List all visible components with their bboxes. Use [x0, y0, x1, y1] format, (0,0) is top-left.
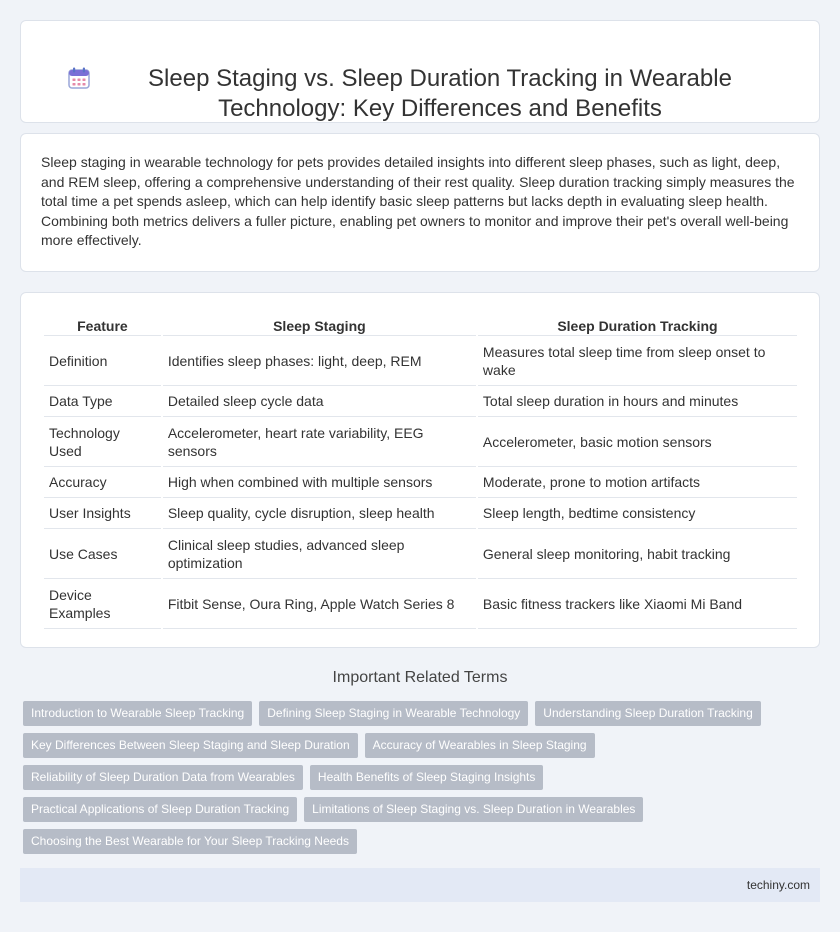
related-terms-heading: Important Related Terms — [332, 669, 508, 686]
related-term-tag[interactable]: Practical Applications of Sleep Duration Tracking — [23, 797, 297, 822]
related-term-tag[interactable]: Introduction to Wearable Sleep Tracking — [23, 701, 252, 726]
related-term-tag[interactable]: Health Benefits of Sleep Staging Insights — [310, 765, 543, 790]
table-cell: Accelerometer, basic motion sensors — [478, 417, 797, 467]
table-cell: Use Cases — [44, 529, 161, 579]
table-cell: Accuracy — [44, 467, 161, 498]
header-sleep-duration: Sleep Duration Tracking — [478, 314, 797, 336]
table-cell: High when combined with multiple sensors — [163, 467, 476, 498]
related-term-tag[interactable]: Understanding Sleep Duration Tracking — [535, 701, 760, 726]
table-cell: Device Examples — [44, 579, 161, 629]
table-cell: Total sleep duration in hours and minutes — [478, 386, 797, 417]
table-cell: General sleep monitoring, habit tracking — [478, 529, 797, 579]
comparison-table — [42, 314, 799, 629]
page-title: Sleep Staging vs. Sleep Duration Tracking in Wearable Technology: Key Differences and Benefits — [148, 65, 732, 122]
footer — [20, 868, 820, 902]
footer-site-link[interactable]: techiny.com — [746, 878, 810, 892]
table-row — [44, 529, 797, 579]
table-cell: Basic fitness trackers like Xiaomi Mi Band — [478, 579, 797, 629]
table-cell: Sleep length, bedtime consistency — [478, 498, 797, 529]
table-cell: Sleep quality, cycle disruption, sleep health — [163, 498, 476, 529]
table-cell: Fitbit Sense, Oura Ring, Apple Watch Series 8 — [163, 579, 476, 629]
intro-card — [20, 133, 820, 272]
table-cell: Identifies sleep phases: light, deep, REM — [163, 336, 476, 386]
table-row — [44, 579, 797, 629]
related-term-tag[interactable]: Defining Sleep Staging in Wearable Technology — [259, 701, 528, 726]
table-cell: User Insights — [44, 498, 161, 529]
related-term-tag[interactable]: Choosing the Best Wearable for Your Sleep Tracking Needs — [23, 829, 357, 854]
table-header-row — [44, 314, 797, 336]
table-cell: Moderate, prone to motion artifacts — [478, 467, 797, 498]
related-terms-list — [23, 701, 813, 861]
related-term-tag[interactable]: Key Differences Between Sleep Staging and Sleep Duration — [23, 733, 358, 758]
table-cell: Definition — [44, 336, 161, 386]
table-row — [44, 386, 797, 417]
table-row — [44, 417, 797, 467]
table-row — [44, 467, 797, 498]
related-term-tag[interactable]: Reliability of Sleep Duration Data from Wearables — [23, 765, 303, 790]
intro-paragraph: Sleep staging in wearable technology for pets provides detailed insights into different sleep phases, such as light, deep, and REM sleep, offering a comprehensive understanding of their rest quality. Sleep duration tracking simply measures the total time a pet spends asleep, which can help identify basic sleep patterns but lacks depth in evaluating sleep health. Combining both metrics delivers a fuller picture, enabling pet owners to monitor and improve their pet's overall well-being more effectively. — [41, 154, 795, 248]
header-card — [20, 20, 820, 123]
table-cell: Data Type — [44, 386, 161, 417]
related-term-tag[interactable]: Accuracy of Wearables in Sleep Staging — [365, 733, 595, 758]
table-row — [44, 336, 797, 386]
table-cell: Measures total sleep time from sleep onset to wake — [478, 336, 797, 386]
table-row — [44, 498, 797, 529]
related-term-tag[interactable]: Limitations of Sleep Staging vs. Sleep Duration in Wearables — [304, 797, 643, 822]
table-cell: Detailed sleep cycle data — [163, 386, 476, 417]
header-feature: Feature — [44, 314, 161, 336]
table-cell: Accelerometer, heart rate variability, EEG sensors — [163, 417, 476, 467]
table-cell: Technology Used — [44, 417, 161, 467]
header-sleep-staging: Sleep Staging — [163, 314, 476, 336]
comparison-table-card — [20, 292, 820, 648]
table-cell: Clinical sleep studies, advanced sleep optimization — [163, 529, 476, 579]
